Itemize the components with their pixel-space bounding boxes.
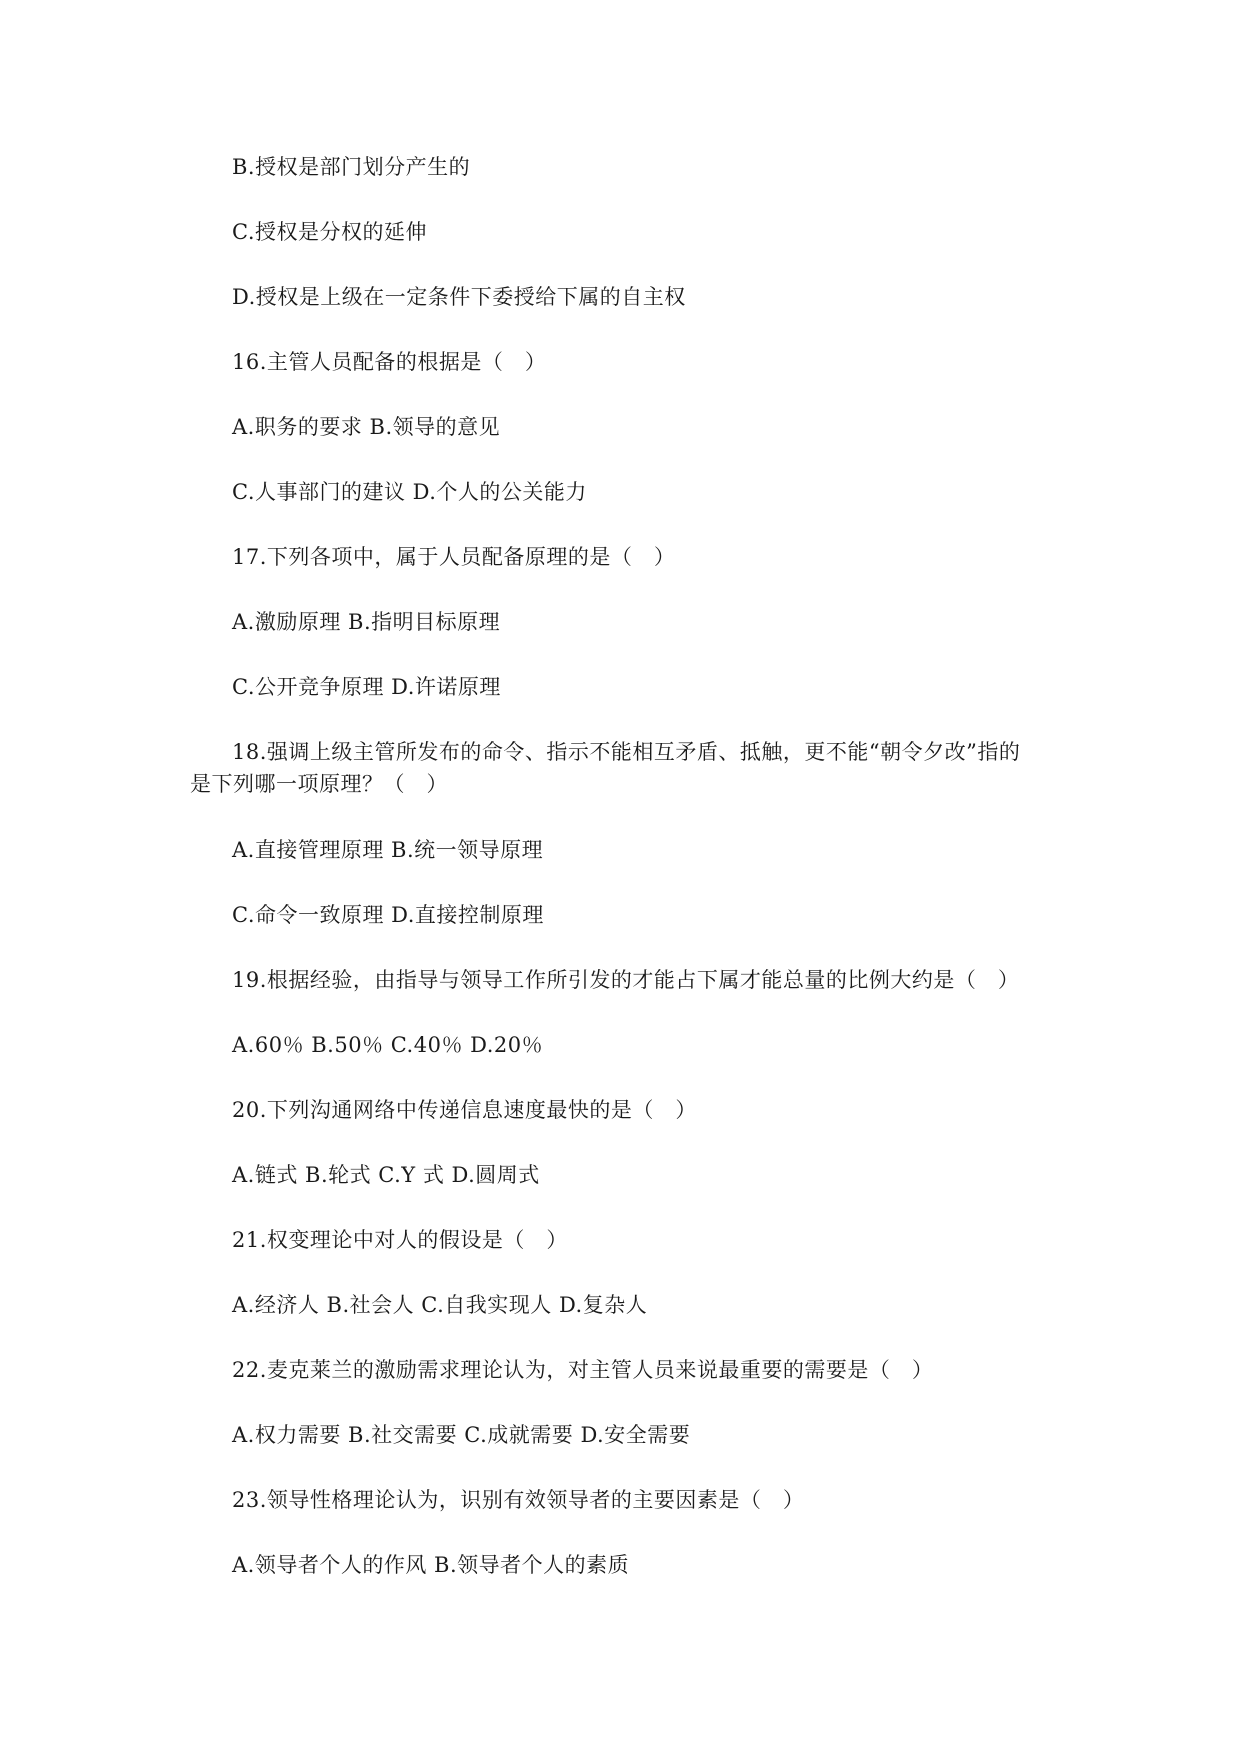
question-18-options-ab: A.直接管理原理 B.统一领导原理 (232, 838, 544, 862)
question-20-options: A.链式 B.轮式 C.Y 式 D.圆周式 (232, 1163, 540, 1187)
question-19-options: A.60％ B.50％ C.40％ D.20％ (232, 1033, 544, 1057)
option-d-line: D.授权是上级在一定条件下委授给下属的自主权 (232, 285, 686, 309)
question-17-options-cd: C.公开竞争原理 D.许诺原理 (232, 675, 501, 699)
question-23-options-ab: A.领导者个人的作风 B.领导者个人的素质 (232, 1553, 630, 1577)
question-21-options: A.经济人 B.社会人 C.自我实现人 D.复杂人 (232, 1293, 648, 1317)
question-18-continued: 是下列哪一项原理？（ ） (190, 772, 448, 796)
question-17-options-ab: A.激励原理 B.指明目标原理 (232, 610, 501, 634)
option-b-line: B.授权是部门划分产生的 (232, 155, 471, 179)
question-20: 20.下列沟通网络中传递信息速度最快的是（ ） (232, 1098, 697, 1122)
question-16-options-cd: C.人事部门的建议 D.个人的公关能力 (232, 480, 587, 504)
question-18: 18.强调上级主管所发布的命令、指示不能相互矛盾、抵触，更不能“朝令夕改”指的 (232, 740, 1021, 764)
question-22-options: A.权力需要 B.社交需要 C.成就需要 D.安全需要 (232, 1423, 691, 1447)
question-22: 22.麦克莱兰的激励需求理论认为，对主管人员来说最重要的需要是（ ） (232, 1358, 934, 1382)
option-c-line: C.授权是分权的延伸 (232, 220, 427, 244)
question-16-options-ab: A.职务的要求 B.领导的意见 (232, 415, 501, 439)
question-18-options-cd: C.命令一致原理 D.直接控制原理 (232, 903, 544, 927)
question-21: 21.权变理论中对人的假设是（ ） (232, 1228, 568, 1252)
question-19: 19.根据经验，由指导与领导工作所引发的才能占下属才能总量的比例大约是（ ） (232, 968, 1020, 992)
question-23: 23.领导性格理论认为，识别有效领导者的主要因素是（ ） (232, 1488, 805, 1512)
question-17: 17.下列各项中，属于人员配备原理的是（ ） (232, 545, 676, 569)
question-16: 16.主管人员配备的根据是（ ） (232, 350, 547, 374)
